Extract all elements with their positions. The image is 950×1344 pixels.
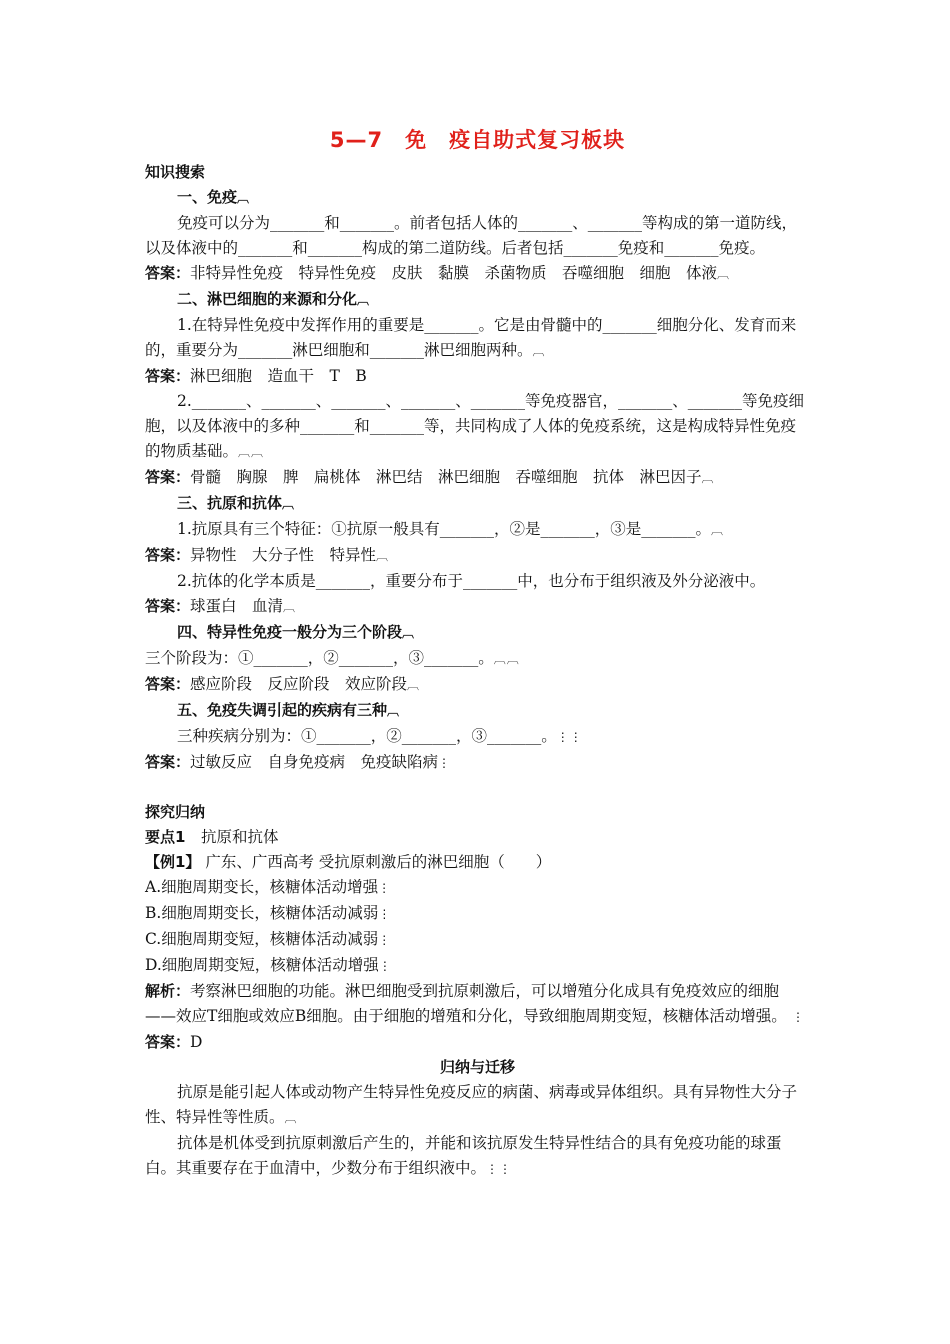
s2-heading: 二、淋巴细胞的来源和分化︹ xyxy=(177,290,371,308)
example-1: 【例1】 广东、广西高考 受抗原刺激后的淋巴细胞（ ） xyxy=(145,853,552,871)
s2-answer-1: 答案：淋巴细胞 造血干 T B xyxy=(145,367,367,385)
option-b: B.细胞周期变长，核糖体活动减弱⋮ xyxy=(145,904,392,922)
summary-paragraph-2: 抗体是机体受到抗原刺激后产生的，并能和该抗原发生特异性结合的具有免疫功能的球蛋白。其重要存在于血清中，少数分布于组织液中。⋮⋮ xyxy=(145,1134,782,1177)
s2-question-1: 1.在特异性免疫中发挥作用的重要是_______。它是由骨髓中的_______细胞分化、发育而来的，重要分为_______淋巴细胞和_______淋巴细胞两种。︹ xyxy=(145,316,797,359)
s4-question: 三个阶段为：①_______，②_______，③_______。︹︹ xyxy=(145,649,520,667)
option-c: C.细胞周期变短，核糖体活动减弱⋮ xyxy=(145,930,392,948)
s5-question: 三种疾病分别为：①_______，②_______，③_______。⋮⋮ xyxy=(177,727,583,745)
key-point-1: 要点1 抗原和抗体 xyxy=(145,828,279,846)
option-a: A.细胞周期变长，核糖体活动增强⋮ xyxy=(145,878,392,896)
option-d: D.细胞周期变短，核糖体活动增强⋮ xyxy=(145,956,392,974)
document-page xyxy=(145,120,810,1182)
s4-heading: 四、特异性免疫一般分为三个阶段︹ xyxy=(177,623,416,641)
s3-question-2: 2.抗体的化学本质是_______，重要分布于_______中，也分布于组织液及外分泌液中。 xyxy=(177,572,766,590)
s3-heading: 三、抗原和抗体︹ xyxy=(177,494,296,512)
s3-answer-1: 答案：异物性 大分子性 特异性︹ xyxy=(145,546,390,564)
section-label-knowledge: 知识搜索 xyxy=(145,163,206,181)
s2-question-2: 2._______、_______、_______、_______、_______等免疫器官，_______、_______等免疫细胞，以及体液中的多种_______和_______等，共同构成了人体的免疫系统，这是构成特异性免疫的物质基础。︹︹ xyxy=(145,392,805,460)
page-title: 5—7 免 疫自助式复习板块 xyxy=(329,128,626,152)
example-answer: 答案：D xyxy=(145,1033,203,1051)
summary-paragraph-1: 抗原是能引起人体或动物产生特异性免疫反应的病菌、病毒或异体组织。具有异物性大分子性、特异性等性质。︹ xyxy=(145,1083,798,1126)
summary-heading: 归纳与迁移 xyxy=(439,1058,515,1076)
s1-answer: 答案：非特异性免疫 特异性免疫 皮肤 黏膜 杀菌物质 吞噬细胞 细胞 体液︹ xyxy=(145,264,731,282)
s2-answer-2: 答案：骨髓 胸腺 脾 扁桃体 淋巴结 淋巴细胞 吞噬细胞 抗体 淋巴因子︹ xyxy=(145,468,715,486)
s5-answer: 答案：过敏反应 自身免疫病 免疫缺陷病⋮ xyxy=(145,753,452,771)
analysis: 解析：考察淋巴细胞的功能。淋巴细胞受到抗原刺激后，可以增殖分化成具有免疫效应的细胞——效应T细胞或效应B细胞。由于细胞的增殖和分化，导致细胞周期变短，核糖体活动增强。 ⋮ xyxy=(145,982,805,1025)
s4-answer: 答案：感应阶段 反应阶段 效应阶段︹ xyxy=(145,675,421,693)
s3-question-1: 1.抗原具有三个特征：①抗原一般具有_______，②是_______，③是_______。︹ xyxy=(177,520,725,538)
s3-answer-2: 答案：球蛋白 血清︹ xyxy=(145,597,297,615)
s5-heading: 五、免疫失调引起的疾病有三种︹ xyxy=(177,701,401,719)
s1-paragraph: 免疫可以分为_______和_______。前者包括人体的_______、_______等构成的第一道防线，以及体液中的_______和_______构成的第二道防线。后者包括_______免疫和_______免疫。 xyxy=(145,214,798,257)
explore-heading: 探究归纳 xyxy=(145,803,206,821)
s1-heading: 一、免疫︹ xyxy=(177,188,251,206)
